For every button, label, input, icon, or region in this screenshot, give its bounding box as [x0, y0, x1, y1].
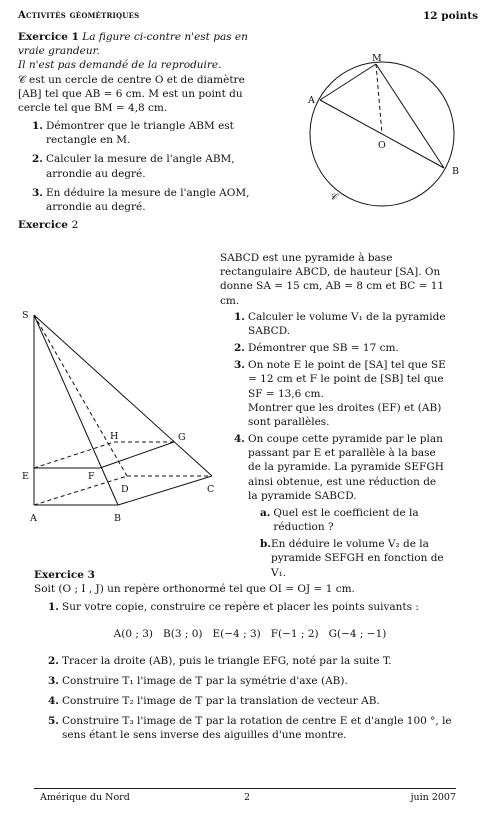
exercise-1-intro-2: Il n'est pas demandé de la reproduire.	[18, 59, 222, 72]
label-e: E	[22, 471, 29, 482]
label-s: S	[22, 310, 29, 321]
page-number: 2	[244, 792, 251, 803]
exercise-3-item-3: 3. Construire T₁ l'image de T par la symétrie d'axe (AB).	[48, 674, 348, 687]
exercise-2-statement: SABCD est une pyramide à base rectangulaire ABCD, de hauteur [SA]. On donne SA = 15 cm, AB = 8 cm et BC = 11 cm.	[220, 252, 445, 307]
label-h: H	[110, 431, 119, 442]
exercise-3	[34, 568, 452, 743]
label-o: O	[378, 140, 386, 151]
label-b: B	[452, 166, 459, 177]
exercise-2-text	[220, 251, 448, 580]
exercise-2-item-3: 3. On note E le point de [SA] tel que SE = 12 cm et F le point de [SB] tel que SF = 13,6 cm.	[234, 359, 446, 400]
segment-om	[376, 64, 382, 134]
exercise-1	[18, 30, 270, 214]
label-g: G	[178, 432, 186, 443]
edge-sb	[34, 315, 118, 505]
segment-am	[320, 64, 376, 100]
exercise-2-label: Exercice 2	[18, 219, 79, 231]
exercise-1-item-1: 1. Démontrer que le triangle ABM est rectangle en M.	[32, 120, 234, 147]
exercise-3-label: Exercice 3	[34, 569, 95, 581]
exercise-1-item-3: 3. En déduire la mesure de l'angle AOM, arrondie au degré.	[32, 186, 250, 213]
exercise-3-item-2: 2. Tracer la droite (AB), puis le triangle EFG, noté par la suite T.	[48, 654, 392, 667]
exercise-2-item-2: 2. Démontrer que SB = 17 cm.	[234, 342, 399, 355]
edge-fg	[100, 442, 174, 468]
exercise-1-label: Exercice 1	[18, 31, 79, 43]
exercise-2-subitem-a: a. Quel est le coefficient de la réduction ?	[260, 506, 419, 534]
exercise-3-item-4: 4. Construire T₂ l'image de T par la translation de vecteur AB.	[48, 695, 380, 708]
label-a: A	[308, 95, 315, 106]
exercise-2-subitem-b: b. En déduire le volume V₂ de la pyramide SEFGH en fonction de V₁.	[260, 538, 444, 579]
points-total: 12 points	[423, 10, 478, 22]
label-c: C	[207, 484, 215, 495]
exercise-3-item-1: 1. Sur votre copie, construire ce repère et placer les points suivants :	[48, 601, 419, 614]
exercise-3-item-5: 5. Construire T₃ l'image de T par la rotation de centre E et d'angle 100 °, le sens étant le sens inverse des aiguilles d'une montre.	[48, 715, 452, 742]
exercise-2-item-1: 1. Calculer le volume V₁ de la pyramide SABCD.	[234, 310, 446, 337]
edge-sc	[34, 315, 212, 476]
exercise-3-statement: Soit (O ; I , J) un repère orthonormé tel que OI = OJ = 1 cm.	[34, 583, 355, 596]
exercise-1-intro-1: La figure ci-contre n'est pas en vraie grandeur.	[18, 31, 248, 58]
label-circle: 𝒞	[330, 192, 337, 203]
footer-rule	[34, 788, 456, 789]
label-f: F	[88, 471, 95, 482]
exercise-1-statement: 𝒞 est un cercle de centre O et de diamètre [AB] tel que AB = 6 cm. M est un point du cercle tel que BM = 4,8 cm.	[18, 73, 245, 114]
edge-eh	[34, 442, 114, 468]
label-a: A	[30, 513, 37, 524]
section-title: Activités géométriques	[18, 10, 140, 21]
exercise-2-item-3b: Montrer que les droites (EF) et (AB) sont parallèles.	[248, 401, 442, 428]
pyramid-figure	[14, 300, 224, 535]
exercise-1-item-2: 2. Calculer la mesure de l'angle ABM, arrondie au degré.	[32, 153, 235, 180]
circle-figure	[300, 48, 470, 208]
points-list: A(0 ; 3) B(3 ; 0) E(−4 ; 3) F(−1 ; 2) G(−4 ; −1)	[113, 627, 387, 640]
edge-bc	[118, 476, 215, 505]
edge-sd	[34, 315, 127, 476]
footer-right: juin 2007	[410, 792, 456, 803]
label-d: D	[121, 484, 129, 495]
edge-ad	[34, 476, 127, 505]
exercise-2-item-4: 4. On coupe cette pyramide par le plan passant par E et parallèle à la base de la pyramide. La pyramide SEFGH ainsi obtenue, est une réduction de la pyramide SABCD.	[234, 433, 444, 502]
label-b: B	[114, 513, 121, 524]
footer-left: Amérique du Nord	[40, 792, 130, 803]
label-m: M	[372, 53, 382, 64]
segment-mb	[376, 64, 444, 168]
